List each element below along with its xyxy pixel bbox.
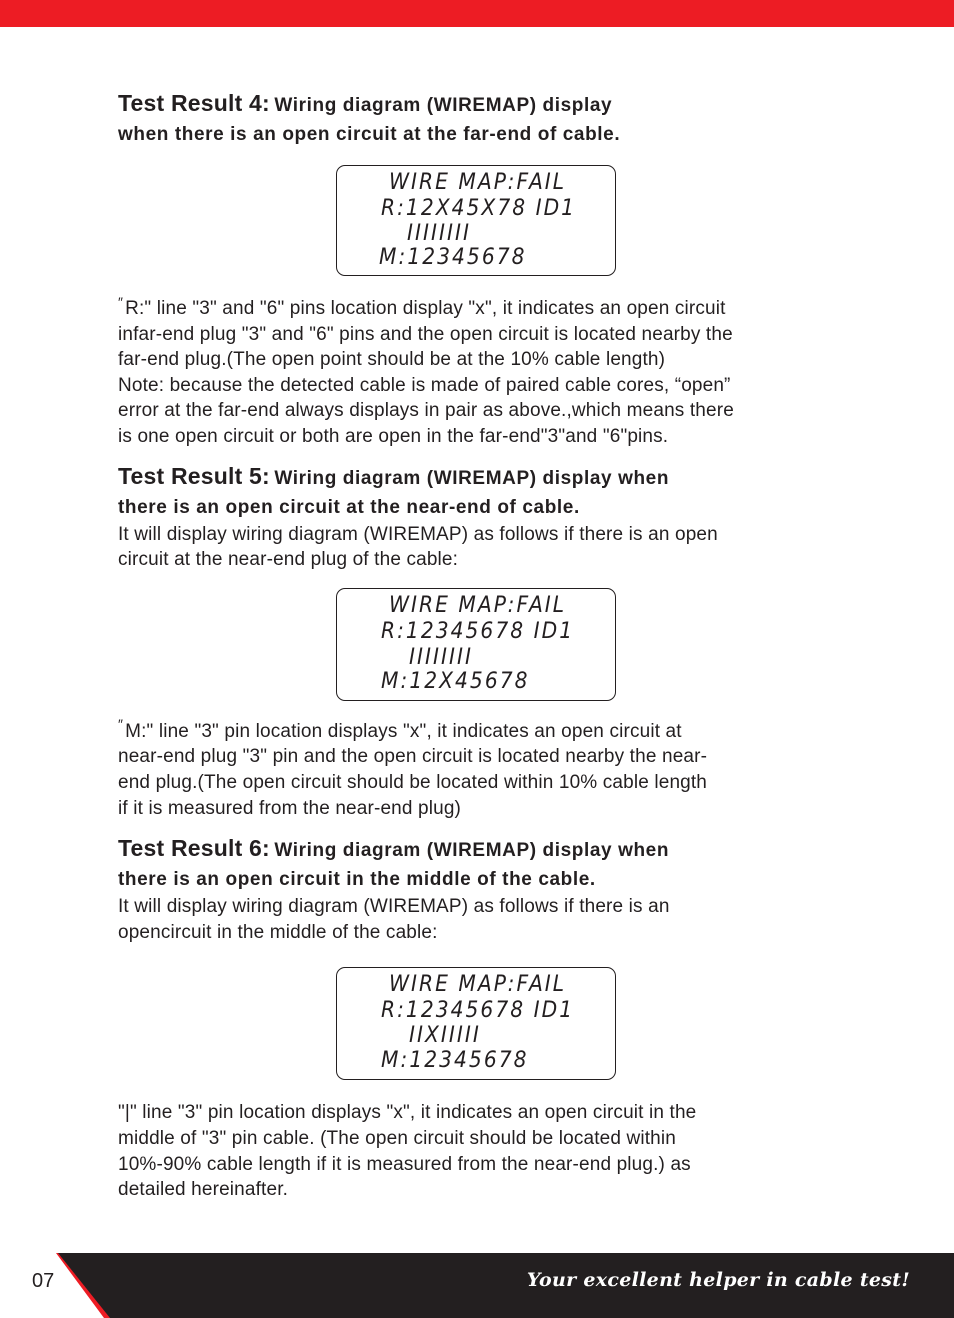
title-lead: Test Result 6: <box>118 835 270 862</box>
lcd-display <box>336 588 616 701</box>
lcd-line-wires: IIXIIIII <box>409 1023 481 1049</box>
note-line: "|" line "3" pin location displays "x", it indicates an open circuit in the <box>118 1102 697 1124</box>
note-line: 10%-90% cable length if it is measured from the near-end plug.) as <box>118 1153 691 1175</box>
title-rest: Wiring diagram (WIREMAP) display when <box>274 467 670 489</box>
lcd-line-remote: R:12X45X78 ID1 <box>381 196 577 221</box>
title-rest: Wiring diagram (WIREMAP) display <box>274 95 613 116</box>
note-line: ″ R:" line "3" and "6" pins location display "x", it indicates an open circuit <box>118 293 726 319</box>
intro-line: opencircuit in the middle of the cable: <box>118 921 438 943</box>
notes <box>118 293 858 450</box>
intro-line: circuit at the near-end plug of the cable: <box>118 549 459 571</box>
lcd-line-main: M:12345678 <box>381 1048 529 1074</box>
lcd-line-remote: R:12345678 ID1 <box>381 618 575 644</box>
note-line: detailed hereinafter. <box>118 1179 289 1201</box>
intro-line: It will display wiring diagram (WIREMAP) as follows if there is an <box>118 896 670 918</box>
title-rest-2: there is an open circuit at the near-end of cable. <box>118 496 580 518</box>
page-number: 07 <box>32 1270 55 1292</box>
note-line: end plug.(The open circuit should be located within 10% cable length <box>118 771 708 793</box>
lcd-line-remote: R:12345678 ID1 <box>381 998 575 1024</box>
note-line: error at the far-end always displays in pair as above.,which means there <box>118 400 734 422</box>
lcd-line-status: WIRE MAP:FAIL <box>389 972 567 998</box>
lcd-line-wires: IIIIIIII <box>407 221 471 246</box>
lcd-line-status: WIRE MAP:FAIL <box>389 592 567 618</box>
section-test-result-4 <box>118 88 858 450</box>
note-line: near-end plug "3" pin and the open circuit is located nearby the near- <box>118 746 708 768</box>
note-line: if it is measured from the near-end plug) <box>118 797 462 819</box>
lcd-display <box>336 165 616 276</box>
note-line: middle of "3" pin cable. (The open circuit should be located within <box>118 1127 676 1149</box>
lcd-line-status: WIRE MAP:FAIL <box>389 170 567 195</box>
section-test-result-5 <box>118 461 858 822</box>
title-lead: Test Result 4: <box>118 90 270 116</box>
section-title <box>118 461 858 495</box>
note-line: infar-end plug "3" and "6" pins and the open circuit is located nearby the <box>118 323 733 345</box>
section-title <box>118 88 858 122</box>
section-title <box>118 833 858 867</box>
title-rest-2: when there is an open circuit at the far-end of cable. <box>118 124 621 145</box>
notes <box>118 716 858 821</box>
notes <box>118 1100 858 1202</box>
lcd-line-main: M:12X45678 <box>381 668 530 694</box>
title-rest-2: there is an open circuit in the middle of the cable. <box>118 869 596 891</box>
note-line: Note: because the detected cable is made of paired cable cores, “open” <box>118 374 731 396</box>
note-line: is one open circuit or both are open in the far-end"3"and "6"pins. <box>118 425 669 447</box>
top-accent-bar <box>0 0 954 27</box>
page-number-tab <box>0 1253 110 1318</box>
lcd-line-wires: IIIIIIII <box>409 644 473 670</box>
intro-line: It will display wiring diagram (WIREMAP) as follows if there is an open <box>118 523 718 545</box>
title-lead: Test Result 5: <box>118 462 270 489</box>
section-test-result-6 <box>118 833 858 1203</box>
lcd-line-main: M:12345678 <box>379 245 527 270</box>
title-rest: Wiring diagram (WIREMAP) display when <box>274 840 670 862</box>
page-content <box>118 88 858 1203</box>
footer-tagline: Your excellent helper in cable test! <box>526 1269 910 1291</box>
note-line: ″ M:" line "3" pin location displays "x", it indicates an open circuit at <box>118 716 682 742</box>
note-line: far-end plug.(The open point should be at the 10% cable length) <box>118 349 666 371</box>
lcd-display <box>336 967 616 1080</box>
